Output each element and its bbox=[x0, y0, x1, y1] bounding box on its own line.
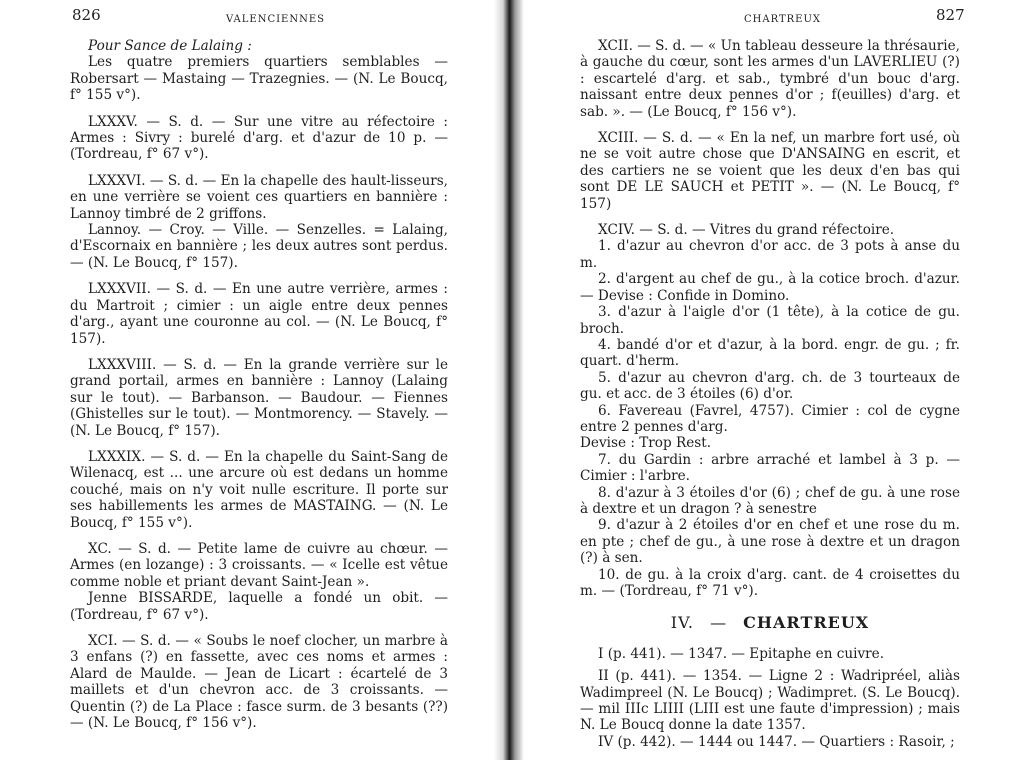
entry-xci bbox=[70, 633, 448, 731]
page-number: 826 bbox=[72, 6, 101, 24]
list-item: Devise : Trop Rest. bbox=[580, 435, 712, 452]
entry-line: LXXXVIII. — S. d. — En la grande verrière sur le grand portail, armes en bannière : Lannoy (Lalaing sur le tout). — Barbanson. — Baudour. — Fiennes (Ghistelles sur le tout). — Montmorency. — Stavely. — (N. Le Boucq, f° 157). bbox=[70, 356, 448, 439]
list-item: 1. d'azur au chevron d'or acc. de 3 pots à anse du m. bbox=[580, 238, 960, 271]
entry-lxxxvii bbox=[70, 281, 448, 347]
section-heading bbox=[580, 615, 960, 631]
list-item: 9. d'azur à 2 étoiles d'or en chef et une rose du m. en pte ; chef de gu., à une rose à dextre et un dragon (?) à sen. bbox=[580, 517, 960, 567]
list-item: 4. bandé d'or et d'azur, à la bord. engr. de gu. ; fr. quart. d'herm. bbox=[580, 336, 960, 370]
entry-xciv bbox=[580, 222, 960, 599]
entry-lxxxv bbox=[70, 114, 448, 163]
entry-line: I (p. 441). — 1347. — Epitaphe en cuivre. bbox=[598, 645, 885, 662]
entry-lxxxvi bbox=[70, 173, 448, 271]
entry-line: IV (p. 442). — 1444 ou 1447. — Quartiers : Rasoir, ; bbox=[598, 733, 955, 750]
running-head: VALENCIENNES bbox=[226, 14, 326, 25]
entry-xciii bbox=[580, 130, 960, 212]
entry-line: LXXXVI. — S. d. — En la chapelle des hault-lisseurs, en une verrière se voient ces quartiers en bannière : Lannoy timbré de 2 griffons. bbox=[70, 172, 448, 222]
entry-line: XCIII. — S. d. — « En la nef, un marbre fort usé, où ne se voit autre chose que D'ANSAING en escrit, et des cartiers ne se voient que les deux d'en bas qui sont DE LE SAUCH et PETIT ». — (N. Le Boucq, f° 157) bbox=[580, 130, 960, 212]
entry-line: Pour Sance de Lalaing : bbox=[88, 38, 252, 54]
entry-line: XCI. — S. d. — « Soubs le noef clocher, un marbre à 3 enfans (?) en fassette, avec ces noms et armes : Alard de Maulde. — Jean de Licart : écartelé de 3 maillets et d'un chevron acc. de 3 croissants. — Quentin (?) de La Place : fasce surm. de 3 besants (??) — (N. Le Boucq, f° 156 v°). bbox=[70, 633, 448, 732]
entry-line: XCIV. — S. d. — Vitres du grand réfectoire. bbox=[598, 222, 895, 239]
entry-lalaing bbox=[70, 38, 448, 104]
right-page bbox=[520, 0, 1024, 760]
entry-line: Les quatre premiers quartiers semblables — Robersart — Mastaing — Trazegnies. — (N. Le Boucq, f° 155 v°). bbox=[70, 54, 448, 104]
entry-line: LXXXVII. — S. d. — En une autre verrière, armes : du Martroit ; cimier : un aigle entre deux pennes d'arg., ayant une couronne au col. — (N. Le Boucq, f° 157). bbox=[70, 281, 448, 347]
entry-xcii bbox=[580, 38, 960, 120]
entry-line: Jenne BISSARDE, laquelle a fondé un obit. — (Tordreau, f° 67 v°). bbox=[70, 590, 448, 623]
list-item: 10. de gu. à la croix d'arg. cant. de 4 croisettes du m. — (Tordreau, f° 71 v°). bbox=[580, 566, 960, 599]
right-page-body bbox=[580, 38, 960, 750]
entry-lxxxix bbox=[70, 449, 448, 531]
section-number: IV. bbox=[670, 613, 694, 633]
entry-line: LXXXV. — S. d. — Sur une vitre au réfectoire : Armes : Sivry : burelé d'arg. et d'azur de 10 p. — (Tordreau, f° 67 v°). bbox=[70, 113, 448, 163]
list-item: 5. d'azur au chevron d'arg. ch. de 3 tourteaux de gu. et acc. de 3 étoiles (6) d'or. bbox=[580, 369, 960, 403]
list-item: 3. d'azur à l'aigle d'or (1 tête), à la cotice de gu. broch. bbox=[580, 304, 960, 337]
entry-line: XCII. — S. d. — « Un tableau desseure la thrésaurie, à gauche du cœur, sont les armes d'un LAVERLIEU (?) : escartelé d'arg. et sab., tymbré d'un bouc d'arg. naissant entre deux pennes d'or ; f(euilles) d'arg. et sab. ». — (Le Boucq, f° 156 v°). bbox=[580, 38, 960, 120]
page-number: 827 bbox=[936, 6, 965, 24]
entry-line: II (p. 441). — 1354. — Ligne 2 : Wadripréel, aliàs Wadimpreel (N. Le Boucq) ; Wadimpret. (S. Le Boucq). — mil IIIc LIIII (LIII est une faute d'impression) ; mais N. Le Boucq donne la date 1357. bbox=[580, 668, 960, 734]
list-item: 8. d'azur à 3 étoiles d'or (6) ; chef de gu. à une rose à dextre et un dragon ? à senestre bbox=[580, 484, 960, 517]
left-page-body bbox=[70, 38, 448, 741]
section-dash: — bbox=[710, 613, 728, 633]
list-item: 6. Favereau (Favrel, 4757). Cimier : col de cygne entre 2 pennes d'arg. bbox=[580, 402, 960, 435]
section-title: CHARTREUX bbox=[743, 613, 870, 633]
running-head: CHARTREUX bbox=[744, 14, 821, 25]
entry-line: Lannoy. — Croy. — Ville. — Senzelles. = Lalaing, d'Escornaix en bannière ; les deux autres sont perdus. — (N. Le Boucq, f° 157). bbox=[70, 222, 448, 271]
list-item: 7. du Gardin : arbre arraché et lambel à 3 p. — Cimier : l'arbre. bbox=[580, 451, 960, 485]
entry-lxxxviii bbox=[70, 357, 448, 439]
list-item: 2. d'argent au chef de gu., à la cotice broch. d'azur. — Devise : Confide in Domino. bbox=[580, 271, 960, 304]
entry-xc bbox=[70, 541, 448, 623]
entry-line: LXXXIX. — S. d. — En la chapelle du Saint-Sang de Wilenacq, est ... une arcure où est dedans un homme couché, mais on n'y voit nulle escriture. Il porte sur ses habillements les armes de MASTAING. — (N. Le Boucq, f° 155 v°). bbox=[70, 448, 448, 531]
left-page bbox=[0, 0, 504, 760]
entry-line: XC. — S. d. — Petite lame de cuivre au chœur. — Armes (en lozange) : 3 croissants. — « Icelle est vêtue comme noble et priant devant Saint-Jean ». bbox=[70, 540, 448, 590]
